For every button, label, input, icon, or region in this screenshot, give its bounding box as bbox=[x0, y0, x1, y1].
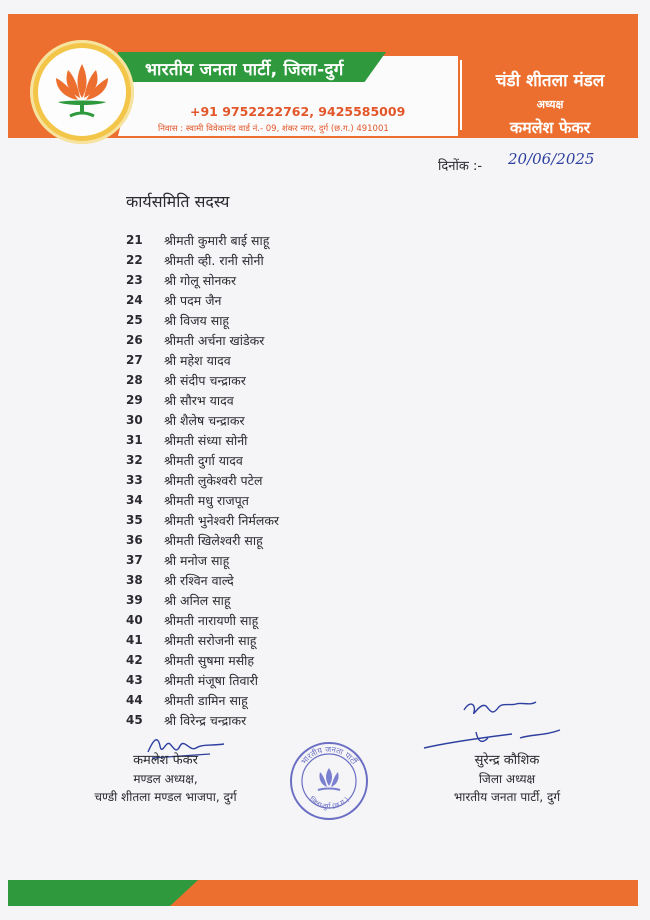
member-name: श्रीमती सरोजनी साहू bbox=[164, 632, 257, 648]
member-number: 28 bbox=[126, 373, 143, 387]
svg-text:जिला-दुर्ग (छ.ग.) bbox=[307, 795, 350, 812]
member-number: 37 bbox=[126, 553, 143, 567]
member-row bbox=[126, 430, 279, 450]
party-title: भारतीय जनता पार्टी, जिला-दुर्ग bbox=[145, 60, 344, 80]
left-signatory bbox=[78, 752, 253, 806]
stamp-bottom-text: जिला-दुर्ग (छ.ग.) bbox=[307, 795, 351, 811]
member-name: श्री महेश यादव bbox=[164, 352, 231, 368]
stamp-top-text: भारतीय जनता पार्टी bbox=[299, 744, 359, 767]
member-name: श्रीमती अर्चना खांडेकर bbox=[164, 332, 265, 348]
member-row bbox=[126, 630, 279, 650]
member-number: 45 bbox=[126, 713, 143, 727]
member-number: 38 bbox=[126, 573, 143, 587]
member-row bbox=[126, 510, 279, 530]
date-label: दिनोंक :- bbox=[438, 159, 483, 174]
member-number: 35 bbox=[126, 513, 143, 527]
member-name: श्रीमती मंजूषा तिवारी bbox=[164, 672, 258, 688]
left-signatory-org: चण्डी शीतला मण्डल भाजपा, दुर्ग bbox=[94, 790, 237, 804]
member-name: श्री विरेन्द्र चन्द्राकर bbox=[164, 712, 247, 728]
left-signatory-role: मण्डल अध्यक्ष, bbox=[133, 772, 198, 786]
mandal-block bbox=[472, 68, 628, 138]
member-row bbox=[126, 250, 279, 270]
member-number: 40 bbox=[126, 613, 143, 627]
mandal-name: चंडी शीतला मंडल bbox=[495, 71, 605, 91]
header-divider bbox=[460, 60, 462, 130]
mandal-role: अध्यक्ष bbox=[536, 98, 564, 111]
member-name: श्री शैलेष चन्द्राकर bbox=[164, 412, 245, 428]
member-name: श्रीमती संध्या सोनी bbox=[164, 432, 248, 448]
member-row bbox=[126, 290, 279, 310]
party-seal-stamp bbox=[288, 740, 370, 822]
member-number: 42 bbox=[126, 653, 143, 667]
member-number: 29 bbox=[126, 393, 143, 407]
member-row bbox=[126, 670, 279, 690]
mandal-president-name: कमलेश फेकर bbox=[509, 118, 591, 137]
member-name: श्रीमती सुषमा मसीह bbox=[164, 652, 255, 668]
member-name: श्रीमती डामिन साहू bbox=[164, 692, 248, 708]
member-name: श्री अनिल साहू bbox=[164, 592, 231, 608]
lotus-icon bbox=[48, 56, 116, 126]
member-number: 26 bbox=[126, 333, 143, 347]
member-name: श्रीमती व्ही. रानी सोनी bbox=[164, 252, 264, 268]
member-row bbox=[126, 330, 279, 350]
member-row bbox=[126, 690, 279, 710]
member-number: 43 bbox=[126, 673, 143, 687]
member-number: 33 bbox=[126, 473, 143, 487]
member-name: श्री पदम जैन bbox=[164, 292, 222, 308]
date-value: 20/06/2025 bbox=[508, 150, 595, 168]
member-number: 39 bbox=[126, 593, 143, 607]
member-number: 25 bbox=[126, 313, 143, 327]
member-number: 24 bbox=[126, 293, 143, 307]
member-row bbox=[126, 570, 279, 590]
section-title: कार्यसमिति सदस्य bbox=[126, 192, 230, 211]
member-row bbox=[126, 390, 279, 410]
member-name: श्रीमती खिलेश्वरी साहू bbox=[164, 532, 263, 548]
member-list bbox=[126, 230, 279, 730]
member-name: श्री मनोज साहू bbox=[164, 552, 230, 568]
member-row bbox=[126, 550, 279, 570]
member-number: 23 bbox=[126, 273, 143, 287]
member-row bbox=[126, 450, 279, 470]
member-row bbox=[126, 350, 279, 370]
left-signatory-name: कमलेश फेकर bbox=[133, 753, 198, 768]
member-name: श्री विजय साहू bbox=[164, 312, 230, 328]
member-name: श्रीमती नारायणी साहू bbox=[164, 612, 259, 628]
member-row bbox=[126, 470, 279, 490]
member-name: श्री सौरभ यादव bbox=[164, 392, 234, 408]
member-name: श्री संदीप चन्द्राकर bbox=[164, 372, 246, 388]
member-row bbox=[126, 270, 279, 290]
member-row bbox=[126, 650, 279, 670]
member-number: 34 bbox=[126, 493, 143, 507]
right-signatory-role: जिला अध्यक्ष bbox=[478, 772, 536, 786]
member-name: श्रीमती मधु राजपूत bbox=[164, 492, 249, 508]
member-number: 21 bbox=[126, 233, 143, 247]
member-row bbox=[126, 710, 279, 730]
member-row bbox=[126, 310, 279, 330]
right-signature-scribble bbox=[420, 694, 570, 756]
member-name: श्री रश्विन वाल्दे bbox=[164, 572, 234, 588]
member-number: 30 bbox=[126, 413, 143, 427]
member-number: 27 bbox=[126, 353, 143, 367]
member-row bbox=[126, 530, 279, 550]
member-name: श्रीमती लुकेश्वरी पटेल bbox=[164, 472, 263, 488]
member-row bbox=[126, 230, 279, 250]
member-name: श्रीमती दुर्गा यादव bbox=[164, 452, 243, 468]
right-signatory bbox=[432, 752, 582, 806]
member-row bbox=[126, 370, 279, 390]
member-name: श्रीमती भुनेश्वरी निर्मलकर bbox=[164, 512, 280, 528]
right-signatory-org: भारतीय जनता पार्टी, दुर्ग bbox=[453, 790, 561, 804]
member-number: 22 bbox=[126, 253, 143, 267]
member-name: श्रीमती कुमारी बाई साहू bbox=[164, 232, 270, 248]
residence-address: निवास : स्वामी विवेकानंद वार्ड नं.- 09, शंकर नगर, दुर्ग (छ.ग.) 491001 bbox=[158, 124, 389, 134]
member-row bbox=[126, 590, 279, 610]
member-number: 44 bbox=[126, 693, 143, 707]
right-signatory-name: सुरेन्द्र कौशिक bbox=[474, 753, 540, 768]
member-number: 32 bbox=[126, 453, 143, 467]
member-row bbox=[126, 490, 279, 510]
footer-saffron-band bbox=[170, 880, 638, 906]
member-number: 41 bbox=[126, 633, 143, 647]
member-row bbox=[126, 410, 279, 430]
member-row bbox=[126, 610, 279, 630]
member-number: 36 bbox=[126, 533, 143, 547]
member-name: श्री गोलू सोनकर bbox=[164, 272, 237, 288]
member-number: 31 bbox=[126, 433, 143, 447]
phone-numbers: +91 9752222762, 9425585009 bbox=[190, 104, 406, 119]
